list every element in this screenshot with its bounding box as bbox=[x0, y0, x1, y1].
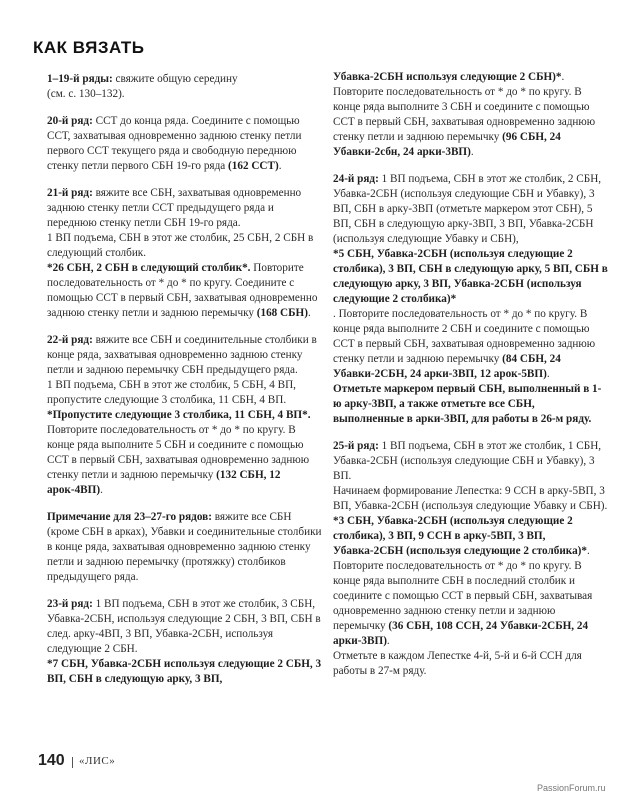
row-count: (96 СБН, 24 Убавки-2сбн, 24 арки-3ВП) bbox=[333, 131, 561, 158]
row-count: (36 СБН, 108 ССН, 24 Убавки-2СБН, 24 арки-3ВП) bbox=[333, 620, 589, 647]
row-label: 1–19-й ряды: bbox=[47, 73, 113, 85]
row-text: . Повторите последовательность от * до * по кругу. В конце ряда выполните СБН в последний столбик и соедините с помощью ССТ в первый СБН, захватывая одновременно заднюю стенку петли и заднюю перемычку bbox=[333, 545, 593, 632]
row-24 bbox=[333, 172, 608, 427]
row-text: Отметьте в каждом Лепестке 4-й, 5-й и 6-й ССН для работы в 27-м ряду. bbox=[333, 650, 582, 677]
row-text: Повторите последовательность от * до * по кругу. В конце ряда выполните 5 СБН и соедините с помощью ССТ в первый СБН, захватывая одновременно заднюю стенку петли и заднюю перемычку bbox=[47, 424, 310, 481]
repeat-instruction: *5 СБН, Убавка-2СБН (используя следующие 2 столбика), 3 ВП, СБН в следующую арку, 5 ВП, СБН в следующую арку, 3 ВП, Убавка-2СБН (используя следующие 2 столбика)* bbox=[333, 248, 608, 305]
row-text: 1 ВП подъема, СБН в этот же столбик, 3 СБН, Убавка-2СБН, используя следующие 2 СБН, 3 ВП, СБН в след. арку-4ВП, 3 ВП, Убавка-2СБН, используя следующие 2 СБН. bbox=[47, 598, 321, 655]
marker-instruction: Отметьте маркером первый СБН, выполненный в 1-ю арку-3ВП, а также отметьте все СБН, выполненные в арки-3ВП, для работы в 26-м ряду. bbox=[333, 383, 602, 425]
row-22 bbox=[47, 333, 322, 498]
row-text: . Повторите последовательность от * до * по кругу. В конце ряда выполните 2 СБН и соедините с помощью ССТ в первый СБН, захватывая одновременно заднюю стенку петли и заднюю перемычку bbox=[333, 308, 596, 365]
row-label: 23-й ряд: bbox=[47, 598, 93, 610]
row-text: 1 ВП подъема, СБН в этот же столбик, 2 СБН, Убавка-2СБН (используя следующие СБН и Убавку), 3 ВП, СБН в арку-3ВП (отметьте маркером этот СБН), 5 ВП, СБН в следующую арку-3ВП, 3 ВП, Убавка-2СБН (используя следующие Убавку и СБН), bbox=[333, 173, 602, 245]
row-text: Повторите последовательность от * до * по кругу. Соедините с помощью ССТ в первый СБН, захватывая одновременно заднюю стенку петли и заднюю перемычку bbox=[47, 262, 318, 319]
row-label: 20-й ряд: bbox=[47, 115, 93, 127]
row-text: вяжите все СБН, захватывая одновременно заднюю стенку петли ССТ предыдущего ряда и переднюю стенку петли СБН 19-го ряда. bbox=[47, 187, 302, 229]
repeat-instruction: Убавка-2СБН используя следующие 2 СБН)* bbox=[333, 71, 562, 83]
row-text: 1 ВП подъема, СБН в этот же столбик, 5 СБН, 4 ВП, пропустите следующие 3 столбика, 11 СБН, 4 ВП. bbox=[47, 379, 296, 406]
row-count: (132 СБН, 12 арок-4ВП) bbox=[47, 469, 281, 496]
row-label: 22-й ряд: bbox=[47, 334, 93, 346]
row-text: . bbox=[278, 160, 282, 172]
footer-divider bbox=[72, 757, 73, 768]
row-23-continued bbox=[333, 70, 608, 160]
row-count: (162 ССТ) bbox=[228, 160, 279, 172]
note-rows-23-27 bbox=[47, 510, 322, 585]
row-count: (168 СБН) bbox=[256, 307, 308, 319]
row-text: Начинаем формирование Лепестка: 9 ССН в арку-5ВП, 3 ВП, Убавка-2СБН (используя следующие Убавку и СБН). bbox=[333, 485, 608, 512]
page-heading: КАК ВЯЗАТЬ bbox=[33, 38, 145, 57]
section-title: «ЛИС» bbox=[79, 755, 116, 767]
row-25 bbox=[333, 439, 608, 679]
note-label: Примечание для 23–27-го рядов: bbox=[47, 511, 212, 523]
row-text: . bbox=[470, 146, 474, 158]
row-text: . Повторите последовательность от * до * по кругу. В конце ряда выполните 3 СБН и соедините с помощью ССТ в первый СБН, захватывая одновременно заднюю стенку петли и заднюю перемычку bbox=[333, 71, 596, 143]
row-label: 21-й ряд: bbox=[47, 187, 93, 199]
row-count: (84 СБН, 24 Убавки-2СБН, 24 арки-3ВП, 12 арок-5ВП) bbox=[333, 353, 561, 380]
repeat-instruction: *Пропустите следующие 3 столбика, 11 СБН, 4 ВП*. bbox=[47, 409, 311, 421]
row-text: (см. с. 130–132). bbox=[47, 88, 125, 100]
row-20 bbox=[47, 114, 322, 174]
repeat-instruction: *26 СБН, 2 СБН в следующий столбик*. bbox=[47, 262, 251, 274]
row-label: 24-й ряд: bbox=[333, 173, 379, 185]
row-text: . bbox=[100, 484, 103, 496]
row-text: 1 ВП подъема, СБН в этот же столбик, 25 СБН, 2 СБН в следующий столбик. bbox=[47, 232, 314, 259]
note-text: вяжите все СБН (кроме СБН в арках), Убавки и соединительные столбики в конце ряда, захватывая одновременно заднюю стенку петли и заднюю перемычку (протяжку) столбиков предыдущего ряда. bbox=[47, 511, 322, 583]
row-text: . bbox=[386, 635, 390, 647]
repeat-instruction: *3 СБН, Убавка-2СБН (используя следующие 2 столбика), 3 ВП, 9 ССН в арку-5ВП, 3 ВП, Убавка-2СБН (используя следующие 2 столбика)* bbox=[333, 515, 587, 557]
watermark: PassionForum.ru bbox=[537, 783, 606, 793]
row-21 bbox=[47, 186, 322, 321]
row-text: вяжите все СБН и соединительные столбики в конце ряда, захватывая одновременно заднюю стенку петли и заднюю перемычку СБН предыдущего ряда. bbox=[47, 334, 317, 376]
row-text: свяжите общую середину bbox=[112, 73, 238, 85]
left-column bbox=[47, 72, 322, 699]
row-text: . bbox=[307, 307, 311, 319]
row-text: . bbox=[546, 368, 550, 380]
row-1-19 bbox=[47, 72, 322, 102]
row-23 bbox=[47, 597, 322, 687]
row-text: 1 ВП подъема, СБН в этот же столбик, 1 СБН, Убавка-2СБН (используя следующие СБН и Убавку), 3 ВП. bbox=[333, 440, 602, 482]
repeat-instruction: *7 СБН, Убавка-2СБН используя следующие 2 СБН, 3 ВП, СБН в следующую арку, 3 ВП, bbox=[47, 658, 322, 685]
row-text: ССТ до конца ряда. Соедините с помощью ССТ, захватывая одновременно заднюю стенку петли первого ССТ текущего ряда и свободную переднюю стенку петли первого СБН 19-го ряда bbox=[47, 115, 302, 172]
page-number: 140 bbox=[38, 752, 65, 769]
right-column bbox=[333, 70, 608, 691]
row-label: 25-й ряд: bbox=[333, 440, 379, 452]
